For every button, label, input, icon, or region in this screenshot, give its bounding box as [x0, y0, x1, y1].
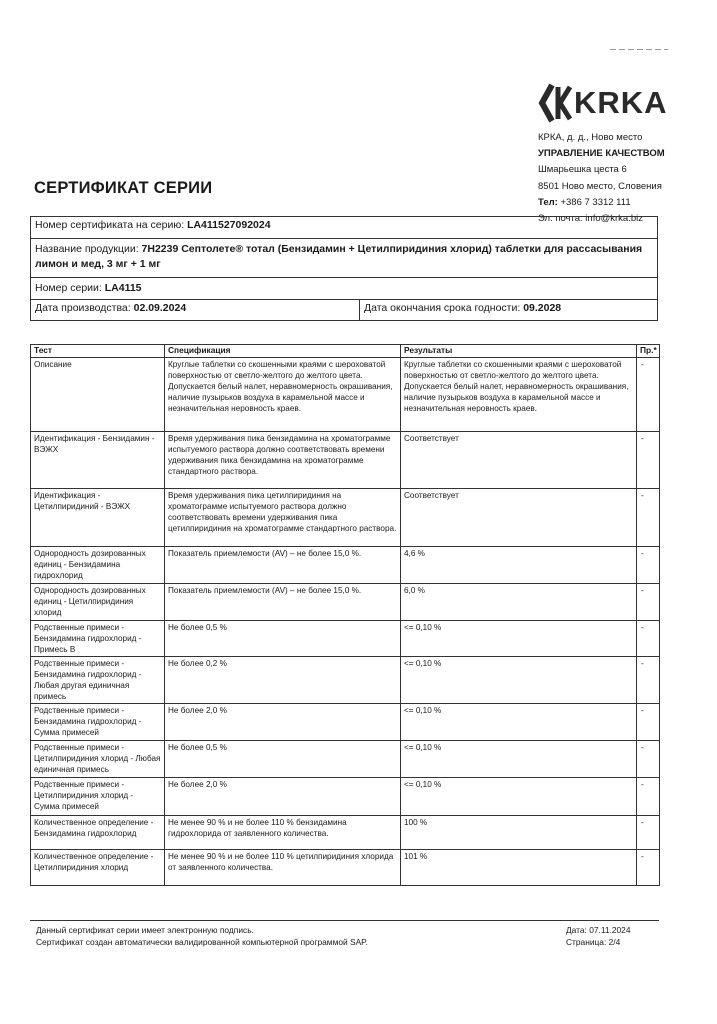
- cell-test: Родственные примеси - Цетилпиридиния хлорид - Сумма примесей: [31, 778, 165, 816]
- product-label: Название продукции:: [35, 243, 139, 255]
- krka-logo-icon: [538, 83, 572, 123]
- cell-pr: -: [637, 621, 660, 657]
- company-address: [538, 130, 665, 227]
- cell-test: Родственные примеси - Цетилпиридиния хлорид - Любая единичная примесь: [31, 741, 165, 778]
- cell-pr: -: [637, 657, 660, 704]
- cell-pr: -: [637, 778, 660, 816]
- cell-spec: Показатель приемлемости (AV) – не более 15,0 %.: [165, 547, 401, 584]
- table-row: [31, 704, 660, 741]
- cell-pr: -: [637, 741, 660, 778]
- cell-test: Количественное определение - Бензидамина гидрохлорид: [31, 816, 165, 850]
- table-row: [31, 657, 660, 704]
- production-value: 02.09.2024: [133, 302, 187, 314]
- certificate-number: LA411527092024: [187, 219, 271, 231]
- cell-test: Идентификация - Бензидамин - ВЭЖХ: [31, 432, 165, 489]
- document-title: СЕРТИФИКАТ СЕРИИ: [34, 179, 213, 197]
- table-row: [31, 489, 660, 547]
- cell-spec: Время удерживания пика цетилпиридиния на хроматограмме испытуемого раствора должно соответствовать времени удерживания пика цетилпиридиния на хроматограмме стандартного раствора.: [165, 489, 401, 547]
- cell-test: Количественное определение - Цетилпиридиния хлорид: [31, 850, 165, 886]
- expiry-value: 09.2028: [523, 302, 562, 314]
- certificate-row: [31, 217, 657, 238]
- cell-pr: -: [637, 584, 660, 621]
- cell-spec: Не менее 90 % и не более 110 % бензидамина гидрохлорида от заявленного количества.: [165, 816, 401, 850]
- header-pr: Пр.*: [637, 345, 660, 358]
- table-row: [31, 547, 660, 584]
- cell-result: 4,6 %: [401, 547, 637, 584]
- logo-wordmark: KRKA: [574, 85, 668, 120]
- table-row: [31, 778, 660, 816]
- cell-test: Однородность дозированных единиц - Цетилпиридиния хлорид: [31, 584, 165, 621]
- company-line: Шмарьешка цеста 6: [538, 164, 627, 176]
- company-line: 8501 Ново место, Словения: [538, 180, 662, 192]
- cell-result: 101 %: [401, 850, 637, 886]
- dates-row: [31, 299, 657, 320]
- table-row: [31, 432, 660, 489]
- cell-result: <= 0,10 %: [401, 621, 637, 657]
- cell-pr: -: [637, 489, 660, 547]
- cell-result: Соответствует: [401, 432, 637, 489]
- table-row: [31, 621, 660, 657]
- cell-result: Соответствует: [401, 489, 637, 547]
- cell-pr: -: [637, 358, 660, 432]
- batch-label: Номер серии:: [35, 282, 102, 294]
- product-row: [31, 238, 657, 277]
- cell-spec: Не более 0,2 %: [165, 657, 401, 704]
- cell-pr: -: [637, 547, 660, 584]
- header-test: Тест: [31, 345, 165, 358]
- footer-signature-note: Данный сертификат серии имеет электронную подпись.: [36, 925, 254, 935]
- header-result: Результаты: [401, 345, 637, 358]
- table-row: [31, 741, 660, 778]
- table-header-row: [31, 345, 660, 358]
- cell-result: 100 %: [401, 816, 637, 850]
- footer-date: Дата: 07.11.2024: [566, 925, 631, 935]
- cell-spec: Не более 0,5 %: [165, 741, 401, 778]
- cell-spec: Не более 2,0 %: [165, 778, 401, 816]
- scan-mark: [610, 48, 668, 51]
- cell-spec: Не более 2,0 %: [165, 704, 401, 741]
- company-email: Эл. почта: info@krka.biz: [538, 213, 644, 225]
- test-results-table: [30, 344, 660, 886]
- cell-result: 6,0 %: [401, 584, 637, 621]
- cell-pr: -: [637, 704, 660, 741]
- cell-test: Родственные примеси - Бензидамина гидрохлорид - Сумма примесей: [31, 704, 165, 741]
- certificate-label: Номер сертификата на серию:: [35, 219, 185, 231]
- cell-test: Однородность дозированных единиц - Бензидамина гидрохлорид: [31, 547, 165, 584]
- cell-pr: -: [637, 816, 660, 850]
- cell-test: Родственные примеси - Бензидамина гидрохлорид - Любая другая единичная примесь: [31, 657, 165, 704]
- cell-result: <= 0,10 %: [401, 657, 637, 704]
- cell-test: Описание: [31, 358, 165, 432]
- table-row: [31, 584, 660, 621]
- cell-result: <= 0,10 %: [401, 704, 637, 741]
- cell-test: Родственные примеси - Бензидамина гидрохлорид - Примесь B: [31, 621, 165, 657]
- production-date: [31, 300, 360, 320]
- footer-meta: [566, 924, 631, 948]
- header-spec: Спецификация: [165, 345, 401, 358]
- company-department: УПРАВЛЕНИЕ КАЧЕСТВОМ: [538, 148, 665, 160]
- cell-pr: -: [637, 850, 660, 886]
- cell-spec: Время удерживания пика бензидамина на хроматограмме испытуемого раствора должно соответствовать времени удерживания пика бензидамина на хроматограмме стандартного раствора.: [165, 432, 401, 489]
- expiry-date: [360, 300, 565, 320]
- table-row: [31, 816, 660, 850]
- cell-result: <= 0,10 %: [401, 778, 637, 816]
- krka-logo: [538, 83, 668, 123]
- footer-divider: [30, 920, 659, 921]
- batch-row: [31, 277, 657, 299]
- footer-page-number: Страница: 2/4: [566, 937, 621, 947]
- cell-pr: -: [637, 432, 660, 489]
- company-line: КРКА, д. д., Ново место: [538, 132, 643, 143]
- cell-test: Идентификация - Цетилпиридиний - ВЭЖХ: [31, 489, 165, 547]
- cell-result: <= 0,10 %: [401, 741, 637, 778]
- product-name: 7H2239 Септолете® тотал (Бензидамин + Цетилпиридиния хлорид) таблетки для рассасывания лимон и мед, 3 мг + 1 мг: [35, 243, 643, 270]
- company-phone-number: +386 7 3312 111: [557, 196, 631, 208]
- batch-number: LA4115: [104, 282, 142, 294]
- cell-spec: Не более 0,5 %: [165, 621, 401, 657]
- production-label: Дата производства:: [35, 302, 131, 314]
- cell-spec: Круглые таблетки со скошенными краями с шероховатой поверхностью от светло-желтого до желтого цвета. Допускается белый налет, неравномерность окрашивания, наличие пузырьков воздуха в карамельной массе и незначительная неровность краев.: [165, 358, 401, 432]
- cell-spec: Показатель приемлемости (AV) – не более 15,0 %.: [165, 584, 401, 621]
- cell-spec: Не менее 90 % и не более 110 % цетилпиридиния хлорида от заявленного количества.: [165, 850, 401, 886]
- footer-sap-note: Сертификат создан автоматически валидированной компьютерной программой SAP.: [36, 937, 368, 947]
- company-phone: Тел: +386 7 3312 111: [538, 196, 631, 208]
- table-row: [31, 850, 660, 886]
- table-row: [31, 358, 660, 432]
- footer-notes: [36, 924, 368, 948]
- cell-result: Круглые таблетки со скошенными краями с шероховатой поверхностью от светло-желтого до желтого цвета. Допускается белый налет, неравномерность окрашивания, наличие пузырьков воздуха в карамельной массе и незначительная неровность краев.: [401, 358, 637, 432]
- header-info-box: [30, 216, 658, 321]
- expiry-label: Дата окончания срока годности:: [364, 302, 521, 314]
